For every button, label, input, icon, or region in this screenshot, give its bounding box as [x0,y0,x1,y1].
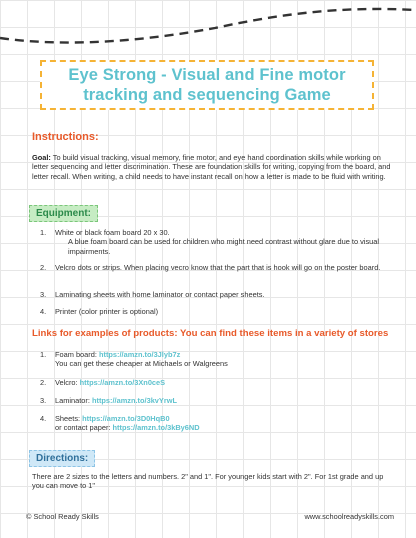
equipment-item-3 [40,290,390,299]
equipment-num-3: 3. [40,290,47,299]
link-label-1: Foam board: [55,350,99,359]
equipment-text-4: Printer (color printer is optional) [55,307,159,316]
link-item-3 [40,396,390,405]
equipment-num-2: 2. [40,263,47,272]
link-item-2 [40,378,390,387]
link-num-1: 1. [40,350,47,359]
link-laminator[interactable]: https://amzn.to/3kvYrwL [91,396,177,405]
link-contact-paper[interactable]: https://amzn.to/3kBy6ND [112,423,200,433]
link-label-4: Sheets: [55,414,83,423]
link-foam-board[interactable]: https://amzn.to/3Jlyb7z [98,350,181,359]
directions-text: There are 2 sizes to the letters and numbers. 2" and 1". For younger kids start with 2". For 1st grade and up you can move to 1" [32,472,384,491]
goal-text: To build visual tracking, visual memory, fine motor, and eye hand coordination skills while working on letter sequencing and letter discrimination. These are foundation skills for writing, copying from the board, and letter recall. When writing, a child needs to have instant recall on how a letter is made to be fluid with writing. [32,153,391,181]
instructions-heading: Instructions: [32,131,99,143]
link-velcro[interactable]: https://amzn.to/3Xn0ceS [79,378,166,387]
goal-paragraph [32,153,392,181]
goal-label: Goal: [32,153,51,162]
equipment-item-2 [40,263,390,272]
link-num-2: 2. [40,378,47,387]
equipment-num-1: 1. [40,228,47,237]
link-label-3: Laminator: [55,396,92,405]
footer-website[interactable]: www.schoolreadyskills.com [304,512,394,521]
link-item-4 [40,414,390,433]
equipment-item-1 [40,228,390,256]
links-heading: Links for examples of products: You can find these items in a variety of stores [32,328,389,339]
equipment-text-2: Velcro dots or strips. When placing vecro know that the part that is hook will go on the poster board. [55,263,381,272]
equipment-item-4 [40,307,390,316]
page-title: Eye Strong - Visual and Fine motor tracking and sequencing Game [68,66,346,104]
footer-copyright: © School Ready Skills [26,512,99,521]
link-note-1: You can get these cheaper at Michaels or Walgreens [55,359,228,369]
title-box [40,60,374,110]
equipment-heading: Equipment: [29,205,98,222]
link-item-1 [40,350,390,369]
dashed-curve-decoration [0,0,416,60]
equipment-text-3: Laminating sheets with home laminator or contact paper sheets. [55,290,265,299]
link-label-2: Velcro: [55,378,80,387]
link-sheets[interactable]: https://amzn.to/3D0HqB0 [82,414,170,423]
equipment-num-4: 4. [40,307,47,316]
equipment-sub-1: A blue foam board can be used for children who might need contrast without glare due to visual impairments. [68,237,380,256]
link-num-4: 4. [40,414,47,423]
directions-heading: Directions: [29,450,95,467]
link-label-4b: or contact paper: [55,423,113,433]
equipment-text-1: White or black foam board 20 x 30. [55,228,170,237]
link-num-3: 3. [40,396,47,405]
